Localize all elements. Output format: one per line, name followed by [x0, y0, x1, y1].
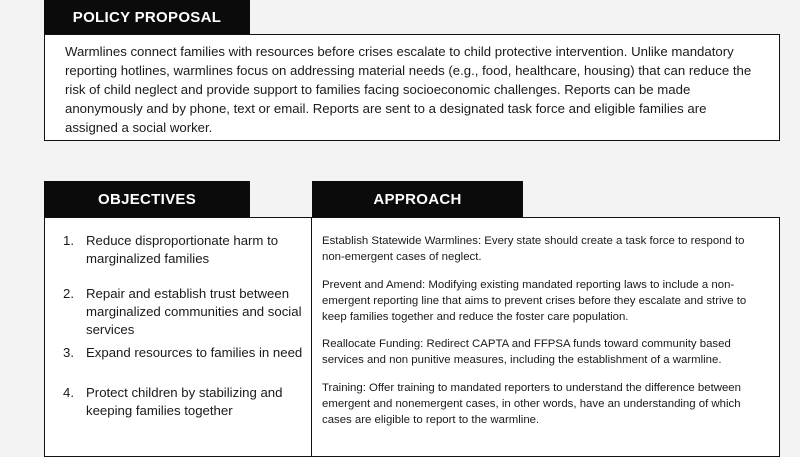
- policy-proposal-box: [44, 34, 780, 141]
- objective-item: [63, 285, 303, 339]
- objectives-heading: OBJECTIVES: [44, 181, 250, 218]
- approach-box: [311, 217, 780, 457]
- approach-item: Prevent and Amend: Modifying existing mandated reporting laws to include a non-emergent reporting line that aims to prevent crises before they escalate and strive to keep families together and reduce the foster care population.: [322, 279, 747, 323]
- approach-item: Reallocate Funding: Redirect CAPTA and FFPSA funds toward community based services and non punitive measures, including the establishment of a warmline.: [322, 338, 731, 366]
- objective-text: Expand resources to families in need: [86, 345, 303, 360]
- objective-number: 4.: [63, 385, 74, 400]
- objective-number: 3.: [63, 345, 74, 360]
- objective-number: 2.: [63, 286, 74, 301]
- policy-proposal-text: Warmlines connect families with resources before crises escalate to child protective intervention. Unlike mandatory reporting hotlines, warmlines focus on addressing material needs (e.g., food, healthcare, housing) that can reduce the risk of child neglect and provide support to families facing socioeconomic challenges. Reports can be made anonymously and by phone, text or email. Reports are sent to a designated task force and eligible families are assigned a social worker.: [65, 44, 752, 135]
- objective-text: Protect children by stabilizing and keeping families together: [86, 385, 283, 418]
- objective-text: Reduce disproportionate harm to marginalized families: [86, 233, 279, 266]
- objective-text: Repair and establish trust between marginalized communities and social services: [86, 286, 302, 337]
- approach-item: Establish Statewide Warmlines: Every state should create a task force to respond to non-emergent cases of neglect.: [322, 235, 745, 263]
- objective-item: [63, 232, 303, 268]
- objective-item: [63, 384, 303, 420]
- approach-heading: APPROACH: [312, 181, 523, 218]
- objective-item: [63, 344, 303, 362]
- approach-item: Training: Offer training to mandated reporters to understand the difference between emergent and nonemergent cases, in other words, have an understanding of which cases are eligible to report to the warmline.: [322, 382, 741, 426]
- objective-number: 1.: [63, 233, 74, 248]
- objectives-box: [44, 217, 312, 457]
- policy-proposal-heading: POLICY PROPOSAL: [44, 0, 250, 34]
